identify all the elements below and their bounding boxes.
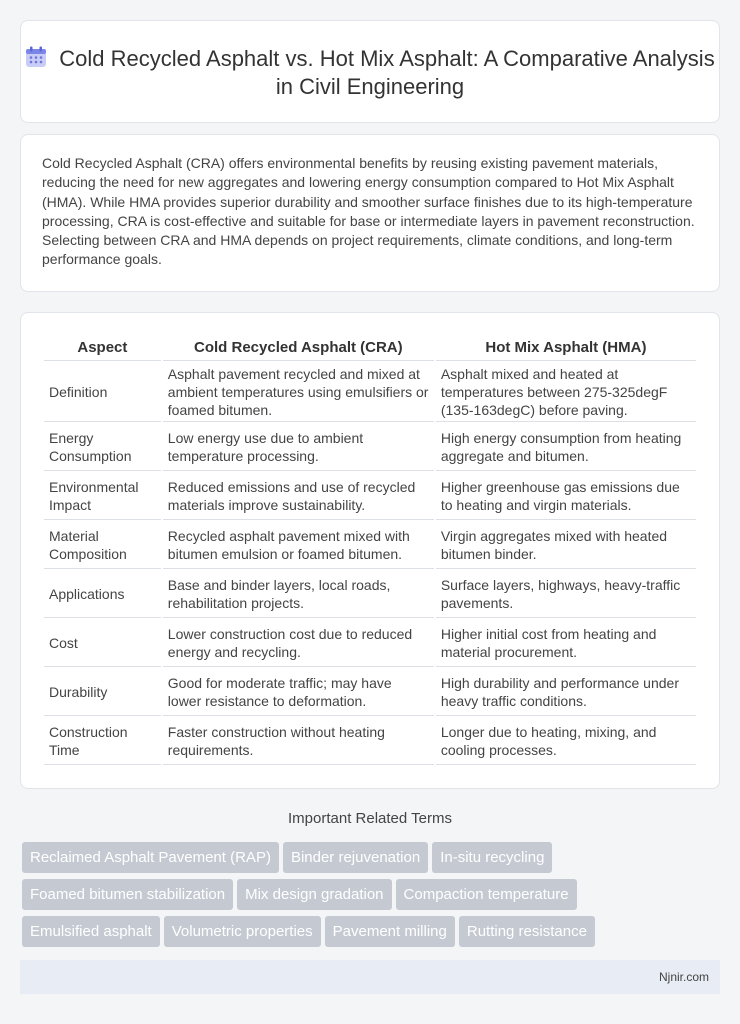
- cra-cell: Reduced emissions and use of recycled materials improve sustainability.: [163, 473, 434, 520]
- aspect-cell: Material Composition: [44, 522, 161, 569]
- table-row: [44, 522, 696, 569]
- page-title: Cold Recycled Asphalt vs. Hot Mix Asphalt: A Comparative Analysis in Civil Engineering: [59, 46, 715, 99]
- related-terms-title: Important Related Terms: [288, 810, 452, 827]
- header-aspect: Aspect: [44, 335, 161, 361]
- header-hma: Hot Mix Asphalt (HMA): [436, 335, 696, 361]
- summary-paragraph: Cold Recycled Asphalt (CRA) offers environmental benefits by reusing existing pavement materials, reducing the need for new aggregates and lowering energy consumption compared to Hot Mix Asphalt (HMA). While HMA provides superior durability and smoother surface finishes due to its high-temperature processing, CRA is cost-effective and suitable for base or intermediate layers in pavement reconstruction. Selecting between CRA and HMA depends on project requirements, climate conditions, and long-term performance goals.: [42, 155, 695, 268]
- tag-rap[interactable]: Reclaimed Asphalt Pavement (RAP): [22, 842, 279, 873]
- table-row: [44, 571, 696, 618]
- table-header-row: [44, 335, 696, 361]
- related-terms-list: [22, 842, 722, 953]
- cra-cell: Asphalt pavement recycled and mixed at ambient temperatures using emulsifiers or foamed bitumen.: [163, 363, 434, 422]
- hma-cell: Higher greenhouse gas emissions due to heating and virgin materials.: [436, 473, 696, 520]
- table-row: [44, 620, 696, 667]
- header-cra: Cold Recycled Asphalt (CRA): [163, 335, 434, 361]
- table-row: [44, 669, 696, 716]
- aspect-cell: Applications: [44, 571, 161, 618]
- tag-compaction-temperature[interactable]: Compaction temperature: [396, 879, 577, 910]
- tag-pavement-milling[interactable]: Pavement milling: [325, 916, 455, 947]
- hma-cell: Longer due to heating, mixing, and cooling processes.: [436, 718, 696, 765]
- page-title-block: [21, 45, 719, 101]
- footer: [20, 960, 720, 994]
- hma-cell: Surface layers, highways, heavy-traffic pavements.: [436, 571, 696, 618]
- table-row: [44, 473, 696, 520]
- cra-cell: Low energy use due to ambient temperature processing.: [163, 424, 434, 471]
- tag-rutting-resistance[interactable]: Rutting resistance: [459, 916, 595, 947]
- footer-site[interactable]: Njnir.com: [658, 970, 709, 984]
- aspect-cell: Energy Consumption: [44, 424, 161, 471]
- comparison-table: [42, 333, 698, 767]
- tag-in-situ-recycling[interactable]: In-situ recycling: [432, 842, 552, 873]
- aspect-cell: Durability: [44, 669, 161, 716]
- tag-row: [22, 842, 722, 879]
- hma-cell: Virgin aggregates mixed with heated bitumen binder.: [436, 522, 696, 569]
- table-row: [44, 424, 696, 471]
- cra-cell: Lower construction cost due to reduced energy and recycling.: [163, 620, 434, 667]
- tag-row: [22, 916, 722, 953]
- table-row: [44, 718, 696, 765]
- tag-foamed-bitumen[interactable]: Foamed bitumen stabilization: [22, 879, 233, 910]
- table-row: [44, 363, 696, 422]
- hma-cell: High durability and performance under heavy traffic conditions.: [436, 669, 696, 716]
- cra-cell: Faster construction without heating requirements.: [163, 718, 434, 765]
- hma-cell: Higher initial cost from heating and material procurement.: [436, 620, 696, 667]
- hma-cell: Asphalt mixed and heated at temperatures between 275-325degF (135-163degC) before paving.: [436, 363, 696, 422]
- comparison-table-card: [20, 312, 720, 789]
- hma-cell: High energy consumption from heating aggregate and bitumen.: [436, 424, 696, 471]
- aspect-cell: Construction Time: [44, 718, 161, 765]
- summary-card: [20, 134, 720, 292]
- tag-emulsified-asphalt[interactable]: Emulsified asphalt: [22, 916, 160, 947]
- cra-cell: Good for moderate traffic; may have lower resistance to deformation.: [163, 669, 434, 716]
- aspect-cell: Cost: [44, 620, 161, 667]
- cra-cell: Base and binder layers, local roads, rehabilitation projects.: [163, 571, 434, 618]
- tag-volumetric-properties[interactable]: Volumetric properties: [164, 916, 321, 947]
- aspect-cell: Environmental Impact: [44, 473, 161, 520]
- tag-row: [22, 879, 722, 916]
- cra-cell: Recycled asphalt pavement mixed with bitumen emulsion or foamed bitumen.: [163, 522, 434, 569]
- title-card: [20, 20, 720, 123]
- tag-binder-rejuvenation[interactable]: Binder rejuvenation: [283, 842, 428, 873]
- calendar-icon: [25, 46, 47, 68]
- aspect-cell: Definition: [44, 363, 161, 422]
- tag-mix-design[interactable]: Mix design gradation: [237, 879, 391, 910]
